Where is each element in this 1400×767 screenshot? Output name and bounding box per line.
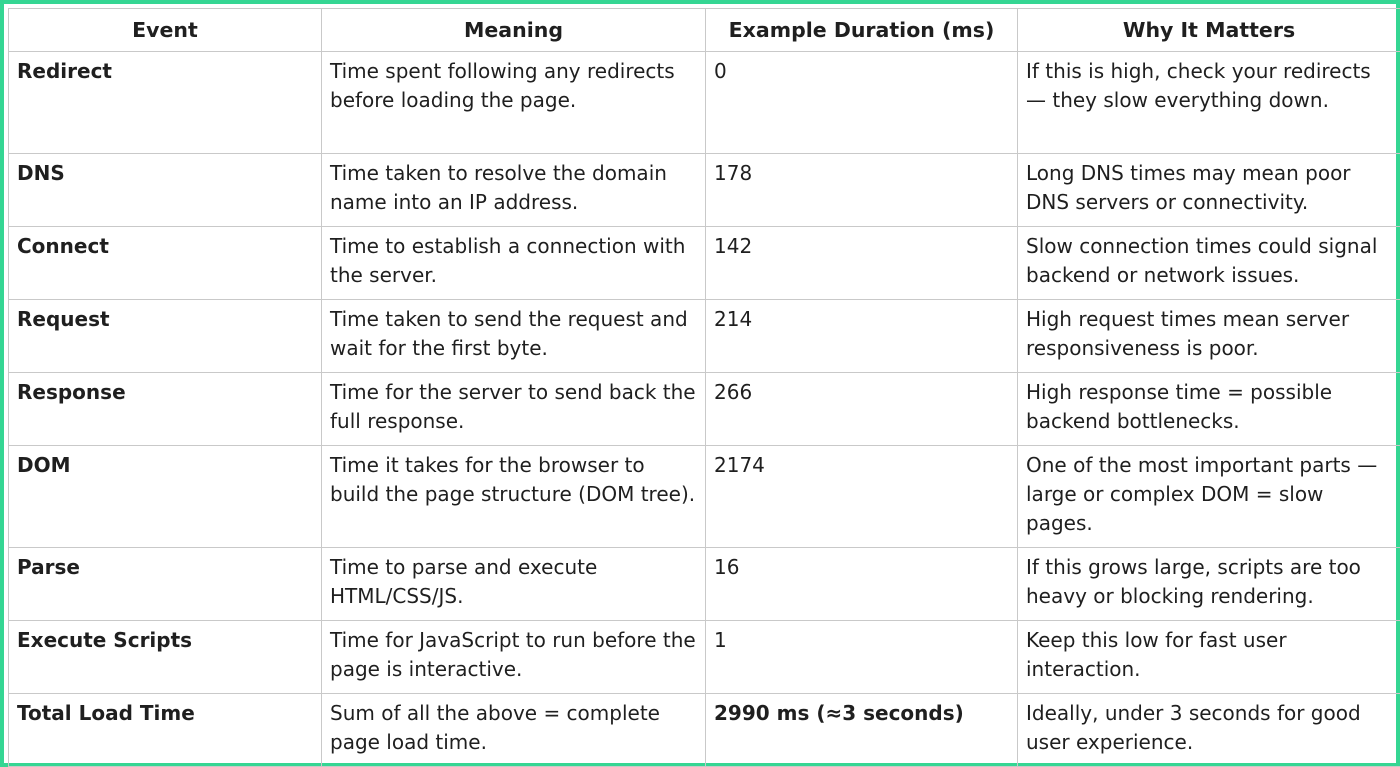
event-cell: Total Load Time [9, 694, 322, 767]
page-load-timing-table [8, 8, 1400, 767]
table-row [9, 373, 1400, 446]
duration-cell: 2990 ms (≈3 seconds) [706, 694, 1018, 767]
duration-cell: 178 [706, 154, 1018, 227]
event-cell: DNS [9, 154, 322, 227]
why-cell: High request times mean server responsiveness is poor. [1018, 300, 1400, 373]
duration-cell: 214 [706, 300, 1018, 373]
table-row [9, 446, 1400, 548]
meaning-cell: Time to parse and execute HTML/CSS/JS. [322, 548, 706, 621]
meaning-cell: Time spent following any redirects before loading the page. [322, 52, 706, 154]
table-row [9, 621, 1400, 694]
table-row [9, 154, 1400, 227]
duration-cell: 142 [706, 227, 1018, 300]
why-cell: If this grows large, scripts are too heavy or blocking rendering. [1018, 548, 1400, 621]
why-cell: If this is high, check your redirects — they slow everything down. [1018, 52, 1400, 154]
event-cell: Request [9, 300, 322, 373]
event-cell: DOM [9, 446, 322, 548]
table-row-total [9, 694, 1400, 767]
meaning-cell: Time to establish a connection with the server. [322, 227, 706, 300]
meaning-cell: Sum of all the above = complete page load time. [322, 694, 706, 767]
duration-cell: 16 [706, 548, 1018, 621]
meaning-cell: Time taken to resolve the domain name into an IP address. [322, 154, 706, 227]
meaning-cell: Time for the server to send back the full response. [322, 373, 706, 446]
duration-cell: 1 [706, 621, 1018, 694]
table-row [9, 300, 1400, 373]
why-cell: One of the most important parts — large or complex DOM = slow pages. [1018, 446, 1400, 548]
header-meaning: Meaning [322, 9, 706, 52]
table-row [9, 52, 1400, 154]
table-row [9, 548, 1400, 621]
header-duration: Example Duration (ms) [706, 9, 1018, 52]
duration-cell: 2174 [706, 446, 1018, 548]
duration-cell: 0 [706, 52, 1018, 154]
event-cell: Connect [9, 227, 322, 300]
meaning-cell: Time for JavaScript to run before the page is interactive. [322, 621, 706, 694]
table-row [9, 227, 1400, 300]
duration-cell: 266 [706, 373, 1018, 446]
event-cell: Response [9, 373, 322, 446]
header-why: Why It Matters [1018, 9, 1400, 52]
why-cell: Long DNS times may mean poor DNS servers or connectivity. [1018, 154, 1400, 227]
header-event: Event [9, 9, 322, 52]
event-cell: Parse [9, 548, 322, 621]
why-cell: Slow connection times could signal backend or network issues. [1018, 227, 1400, 300]
table-header-row [9, 9, 1400, 52]
why-cell: Keep this low for fast user interaction. [1018, 621, 1400, 694]
event-cell: Execute Scripts [9, 621, 322, 694]
meaning-cell: Time it takes for the browser to build the page structure (DOM tree). [322, 446, 706, 548]
event-cell: Redirect [9, 52, 322, 154]
why-cell: High response time = possible backend bottlenecks. [1018, 373, 1400, 446]
why-cell: Ideally, under 3 seconds for good user experience. [1018, 694, 1400, 767]
meaning-cell: Time taken to send the request and wait for the first byte. [322, 300, 706, 373]
